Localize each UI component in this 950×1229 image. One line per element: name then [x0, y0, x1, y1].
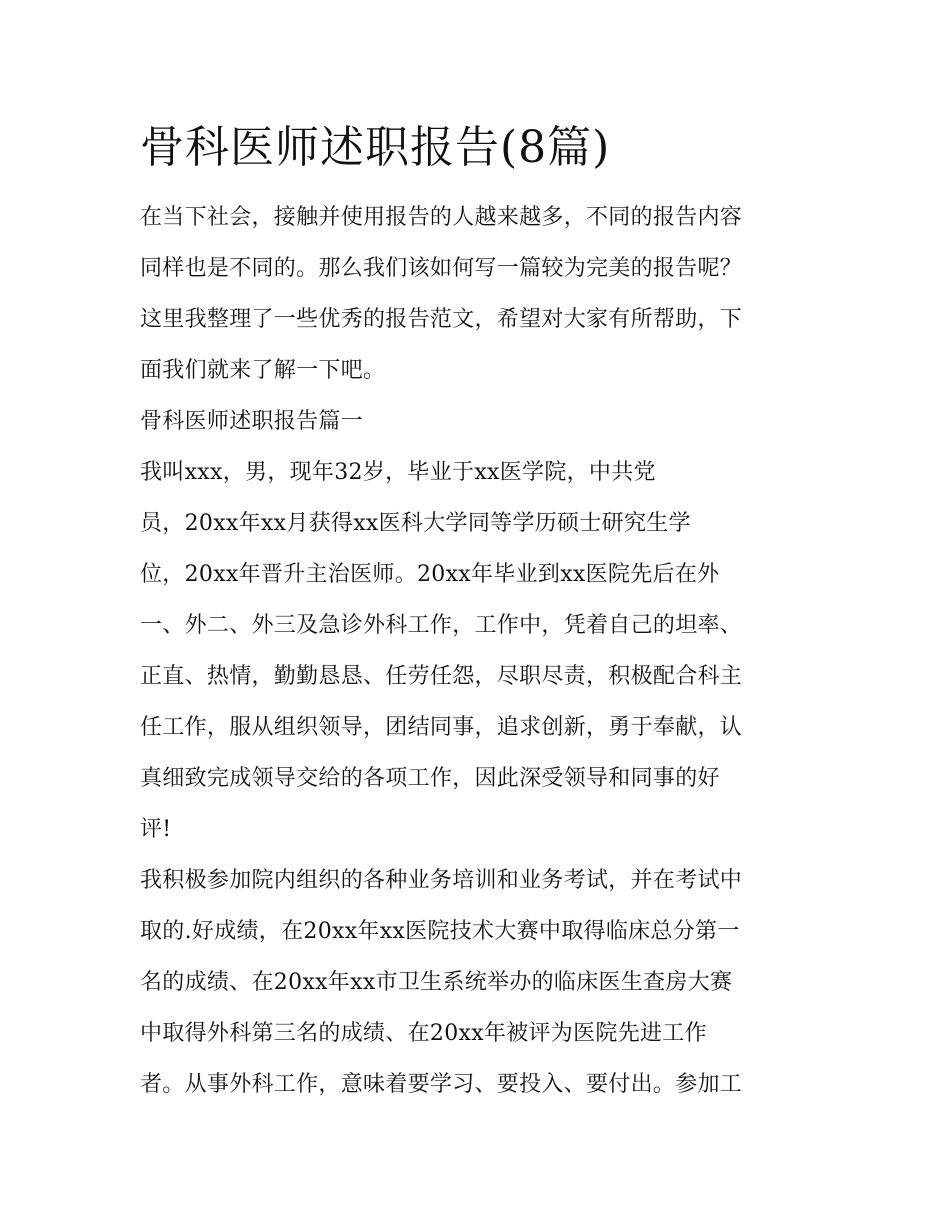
paragraph-line: 者。从事外科工作，意味着要学习、要投入、要付出。参加工	[140, 1072, 743, 1097]
document-body	[140, 118, 812, 1110]
paragraph-line: 真细致完成领导交给的各项工作，因此深受领导和同事的好	[140, 766, 720, 791]
paragraph-line: 员，20xx年xx月获得xx医科大学同等学历硕士研究生学	[140, 511, 691, 536]
paragraph-line: 面我们就来了解一下吧。	[140, 358, 386, 383]
paragraph-line: 我积极参加院内组织的各种业务培训和业务考试，并在考试中	[140, 868, 743, 893]
document-title: 骨科医师述职报告(8篇)	[140, 122, 611, 173]
paragraph-line: 评!	[140, 817, 172, 842]
paragraph-line: 在当下社会，接触并使用报告的人越来越多，不同的报告内容	[140, 205, 743, 230]
paragraph-line: 任工作，服从组织领导，团结同事，追求创新，勇于奉献，认	[140, 715, 743, 740]
section-heading: 骨科医师述职报告篇一	[140, 409, 364, 434]
paragraph-line: 名的成绩、在20xx年xx市卫生系统举办的临床医生查房大赛	[140, 970, 733, 995]
paragraph-line: 我叫xxx，男，现年32岁，毕业于xx医学院，中共党	[140, 460, 656, 485]
paragraph-line: 正直、热情，勤勤恳恳、任劳任怨，尽职尽责，积极配合科主	[140, 664, 743, 689]
paragraph-line: 取的.好成绩，在20xx年xx医院技术大赛中取得临床总分第一	[140, 919, 740, 944]
paragraph-line: 这里我整理了一些优秀的报告范文，希望对大家有所帮助，下	[140, 307, 743, 332]
paragraph-line: 中取得外科第三名的成绩、在20xx年被评为医院先进工作	[140, 1021, 707, 1046]
paragraph-line: 位，20xx年晋升主治医师。20xx年毕业到xx医院先后在外	[140, 562, 720, 587]
paragraph-line: 一、外二、外三及急诊外科工作，工作中，凭着自己的坦率、	[140, 613, 743, 638]
paragraph-line: 同样也是不同的。那么我们该如何写一篇较为完美的报告呢？	[140, 256, 743, 281]
